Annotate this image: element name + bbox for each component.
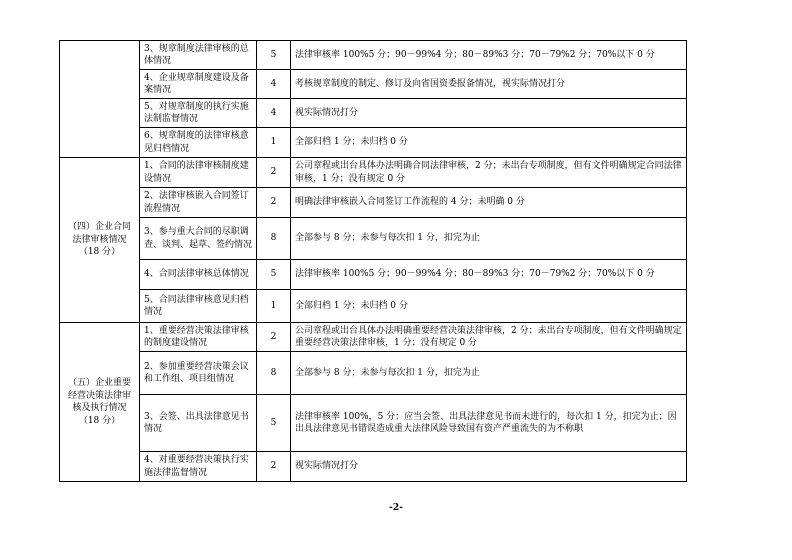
score-cell: 8 xyxy=(257,352,291,395)
item-cell: 2、法律审核嵌入合同签订流程情况 xyxy=(140,188,257,218)
evaluation-table xyxy=(59,40,687,482)
score-cell: 5 xyxy=(257,260,291,290)
item-cell: 5、合同法律审核意见归档情况 xyxy=(140,290,257,323)
criteria-cell: 全部归档 1 分；未归档 0 分 xyxy=(291,128,687,158)
category-cell: （四）企业合同法律审核情况（18 分） xyxy=(60,158,140,323)
table-row xyxy=(60,395,687,452)
criteria-cell: 视实际情况打分 xyxy=(291,452,687,482)
item-cell: 1、合同的法律审核制度建设情况 xyxy=(140,158,257,188)
score-cell: 2 xyxy=(257,323,291,352)
category-cell: （五）企业重要经营决策法律审核及执行情况（18 分） xyxy=(60,323,140,482)
table-row xyxy=(60,260,687,290)
criteria-cell: 明确法律审核嵌入合同签订工作流程的 4 分；未明确 0 分 xyxy=(291,188,687,218)
table-row xyxy=(60,70,687,99)
criteria-cell: 考核规章制度的制定、修订及向省国资委报备情况，视实际情况打分 xyxy=(291,70,687,99)
criteria-cell: 全部参与 8 分；未参与每次扣 1 分，扣完为止 xyxy=(291,352,687,395)
page-number: -2- xyxy=(389,503,403,513)
table-row xyxy=(60,99,687,128)
item-cell: 3、参与重大合同的尽职调查、谈判、起草、签约情况 xyxy=(140,218,257,260)
table-row xyxy=(60,158,687,188)
table-row xyxy=(60,352,687,395)
item-cell: 6、规章制度的法律审核意见归档情况 xyxy=(140,128,257,158)
score-cell: 5 xyxy=(257,395,291,452)
category-cell xyxy=(60,41,140,158)
table-row xyxy=(60,41,687,70)
criteria-cell: 公司章程或出台具体办法明确合同法律审核，2 分；未出台专项制度，但有文件明确规定合同法律审核，1 分；没有规定 0 分 xyxy=(291,158,687,188)
item-cell: 2、参加重要经营决策会议和工作组、项目组情况 xyxy=(140,352,257,395)
table-row xyxy=(60,452,687,482)
criteria-cell: 全部归档 1 分；未归档 0 分 xyxy=(291,290,687,323)
criteria-cell: 法律审核率 100%5 分；90－99%4 分；80－89%3 分；70－79%2 分；70%以下 0 分 xyxy=(291,260,687,290)
criteria-cell: 公司章程或出台具体办法明确重要经营决策法律审核，2 分；未出台专项制度，但有文件明确规定重要经营决策法律审核，1 分；没有规定 0 分 xyxy=(291,323,687,352)
criteria-cell: 法律审核率 100%5 分；90－99%4 分；80－89%3 分；70－79%2 分；70%以下 0 分 xyxy=(291,41,687,70)
score-cell: 8 xyxy=(257,218,291,260)
score-cell: 2 xyxy=(257,452,291,482)
table-row xyxy=(60,128,687,158)
item-cell: 1、重要经营决策法律审核的制度建设情况 xyxy=(140,323,257,352)
item-cell: 5、对规章制度的执行实施法制监督情况 xyxy=(140,99,257,128)
score-cell: 1 xyxy=(257,290,291,323)
score-cell: 2 xyxy=(257,158,291,188)
score-cell: 4 xyxy=(257,70,291,99)
item-cell: 3、规章制度法律审核的总体情况 xyxy=(140,41,257,70)
score-cell: 4 xyxy=(257,99,291,128)
item-cell: 4、合同法律审核总体情况 xyxy=(140,260,257,290)
item-cell: 4、企业规章制度建设及备案情况 xyxy=(140,70,257,99)
score-cell: 5 xyxy=(257,41,291,70)
criteria-cell: 法律审核率 100%，5 分；应当会签、出具法律意见书而未进行的，每次扣 1 分，扣完为止；因出具法律意见书错误造成重大法律风险导致国有资产严重流失的为不称职 xyxy=(291,395,687,452)
table-row xyxy=(60,323,687,352)
score-cell: 1 xyxy=(257,128,291,158)
table-row xyxy=(60,218,687,260)
item-cell: 3、会签、出具法律意见书情况 xyxy=(140,395,257,452)
criteria-cell: 全部参与 8 分；未参与每次扣 1 分，扣完为止 xyxy=(291,218,687,260)
table-row xyxy=(60,290,687,323)
table-row xyxy=(60,188,687,218)
criteria-cell: 视实际情况打分 xyxy=(291,99,687,128)
item-cell: 4、对重要经营决策执行实施法律监督情况 xyxy=(140,452,257,482)
score-cell: 2 xyxy=(257,188,291,218)
